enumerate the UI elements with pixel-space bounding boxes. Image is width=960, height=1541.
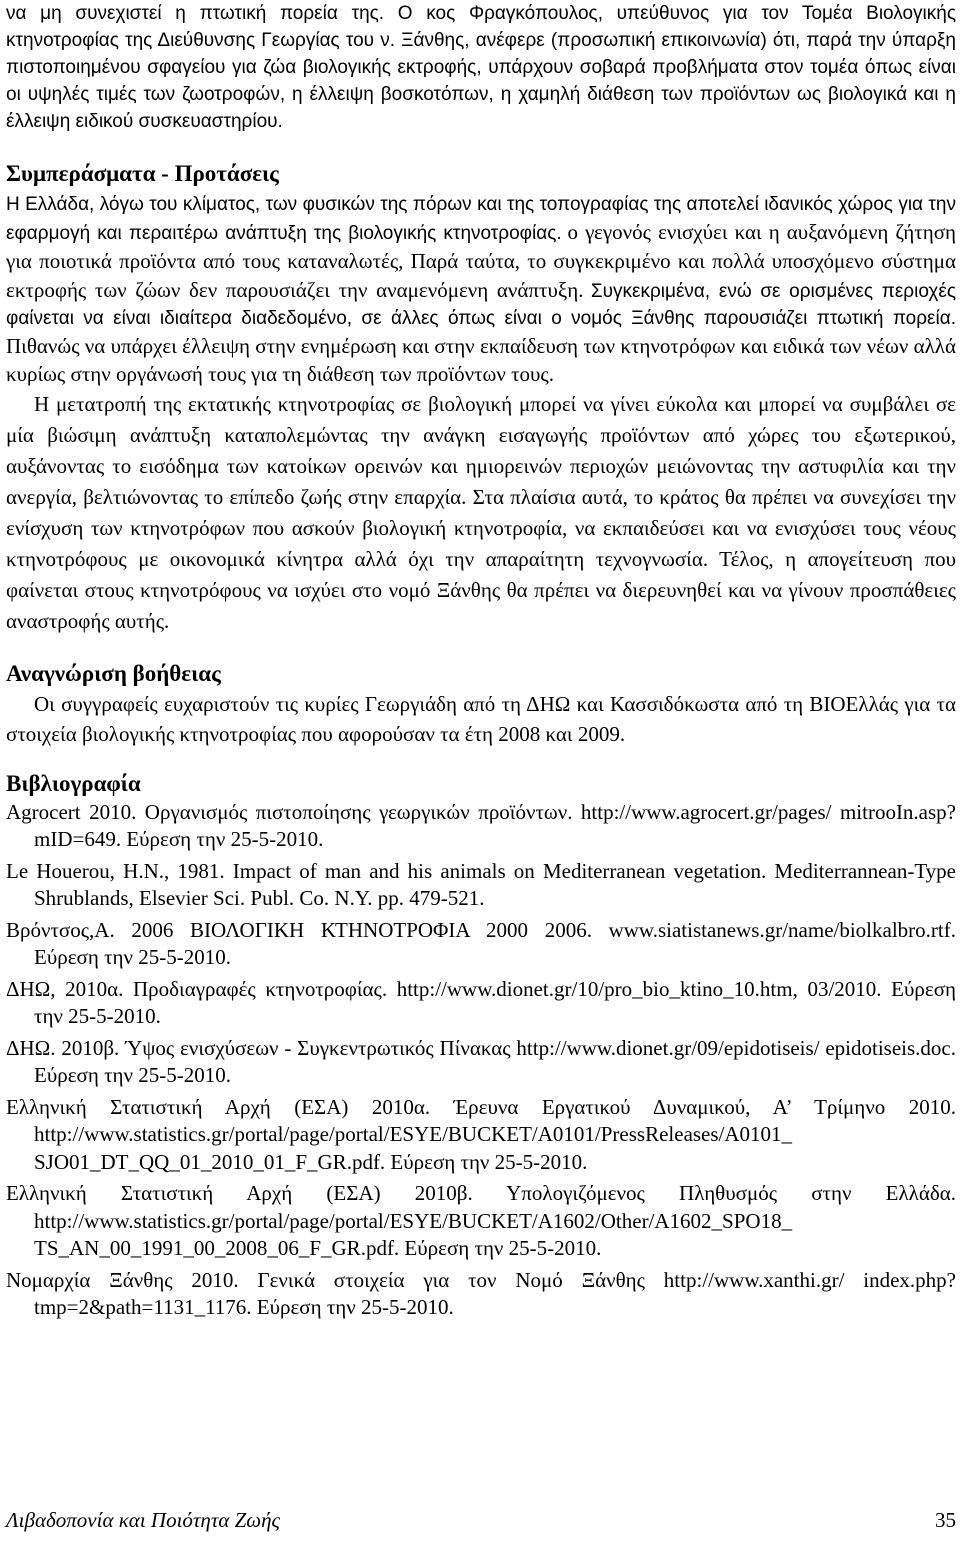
reference-item: Agrocert 2010. Οργανισμός πιστοποίησης γεωργικών προϊόντων. http://www.agrocert.gr/pages/ mitrooIn.asp?mID=649. Εύρεση την 25-5-2010.: [6, 799, 956, 851]
reference-item: ΔΗΩ, 2010α. Προδιαγραφές κτηνοτροφίας. http://www.dionet.gr/10/pro_bio_ktino_10.htm, 03/2010. Εύρεση την 25-5-2010.: [6, 976, 956, 1028]
page-footer: [6, 1508, 956, 1533]
journal-title: Λιβαδοπονία και Ποιότητα Ζωής: [6, 1508, 281, 1532]
reference-list: [6, 799, 956, 1322]
reference-item: Νομαρχία Ξάνθης 2010. Γενικά στοιχεία για τον Νομό Ξάνθης http://www.xanthi.gr/ index.php?tmp=2&path=1131_1176. Εύρεση την 25-5-2010.: [6, 1267, 956, 1319]
reference-item: Ελληνική Στατιστική Αρχή (ΕΣΑ) 2010α. Έρευνα Εργατικού Δυναμικού, Α’ Τρίμηνο 2010. http://www.statistics.gr/portal/page/portal/ESYE/BUCKET/A0101/PressReleases/A0101_ SJO01_DT_QQ_01_2010_01_F_GR.pdf. Εύρεση την 25-5-2010.: [6, 1094, 956, 1174]
conclusions-text-serif-2: Πιθανώς να υπάρχει έλλειψη στην ενημέρωση και στην εκπαίδευση των κτηνοτρόφων και ειδικά των νέων αλλά κυρίως στην οργάνωσή τους για τη διάθεση των προϊόντων τους.: [6, 333, 956, 386]
reference-item: ΔΗΩ. 2010β. Ύψος ενισχύσεων - Συγκεντρωτικός Πίνακας http://www.dionet.gr/09/epidotiseis/ epidotiseis.doc. Εύρεση την 25-5-2010.: [6, 1035, 956, 1087]
page-number: 35: [935, 1508, 956, 1532]
intro-paragraph: να μη συνεχιστεί η πτωτική πορεία της. Ο κος Φραγκόπουλος, υπεύθυνος για τον Τομέα Βιολογικής κτηνοτροφίας της Διεύθυνσης Γεωργίας του ν. Ξάνθης, ανέφερε (προσωπική επικοινωνία) ότι, παρά την ύπαρξη πιστοποιημένου σφαγείου για ζώα βιολογικής εκτροφής, υπάρχουν σοβαρά προβλήματα στον τομέα όπως είναι οι υψηλές τιμές των ζωοτροφών, η έλλειψη βοσκοτόπων, η χαμηλή διάθεση των προϊόντων ως βιολογικά και η έλλειψη ειδικού συσκευαστηρίου.: [6, 3, 956, 132]
acknowledgement-paragraph: Οι συγγραφείς ευχαριστούν τις κυρίες Γεωργιάδη από τη ΔΗΩ και Κασσιδόκωστα από τη ΒΙΟΕλλάς για τα στοιχεία βιολογικής κτηνοτροφίας που αφορούσαν τα έτη 2008 και 2009.: [6, 691, 956, 746]
document-page: [6, 0, 956, 1326]
conclusions-text-sans-1: Η Ελλάδα, λόγω του κλίματος, των φυσικών της πόρων και της τοπογραφίας της αποτελεί ιδανικός χώρος για την εφαρμογή και περαιτέρω ανάπτυξη της βιολογικής κτηνοτροφίας.: [6, 194, 956, 244]
conclusions-text-sans-2: Συγκεκριμένα, ενώ σε ορισμένες περιοχές φαίνεται να είναι ιδιαίτερα διαδεδομένο, σε άλλες όπως είναι ο νομός Ξάνθης παρουσιάζει πτωτική πορεία.: [6, 280, 956, 329]
reference-item: Βρόντσος,Α. 2006 ΒΙΟΛΟΓΙΚΗ ΚΤΗΝΟΤΡΟΦΙΑ 2000 2006. www.siatistanews.gr/name/biolkalbro.rtf. Εύρεση την 25-5-2010.: [6, 917, 956, 969]
acknowledgement-heading: Αναγνώριση βοήθειας: [6, 660, 221, 686]
conclusions-text-serif-1: ο γεγονός ενισχύει και η αυξανόμενη ζήτηση για ποιοτικά προϊόντα από τους καταναλωτές, Παρά ταύτα, το συγκεκριμένο και πολλά υποσχόμενο σύστημα εκτροφής των ζώων δεν παρουσιάζει την αναμενόμενη ανάπτυξη.: [6, 220, 957, 302]
conclusions-heading: Συμπεράσματα - Προτάσεις: [6, 161, 279, 186]
reference-item: Le Houerou, H.N., 1981. Impact of man and his animals on Mediterranean vegetation. Mediterrannean-Type Shrublands, Elsevier Sci. Publ. Co. N.Y. pp. 479-521.: [6, 858, 956, 910]
bibliography-heading: Βιβλιογραφία: [6, 770, 141, 796]
reference-item: Ελληνική Στατιστική Αρχή (ΕΣΑ) 2010β. Υπολογιζόμενος Πληθυσμός στην Ελλάδα. http://www.statistics.gr/portal/page/portal/ESYE/BUCKET/A1602/Other/A1602_SPO18_ TS_AN_00_1991_00_2008_06_F_GR.pdf. Εύρεση την 25-5-2010.: [6, 1181, 956, 1260]
conclusions-paragraph-1: [6, 191, 956, 389]
conclusions-paragraph-2: Η μετατροπή της εκτατικής κτηνοτροφίας σε βιολογική μπορεί να γίνει εύκολα και μπορεί να συμβάλει σε μία βιώσιμη ανάπτυξη καταπολεμώντας την ανάγκη εισαγωγής προϊόντων από χώρες του εξωτερικού, αυξάνοντας το εισόδημα των κατοίκων ορεινών και ημιορεινών περιοχών μειώνοντας την αστυφιλία και την ανεργία, βελτιώνοντας το επίπεδο ζωής στην επαρχία. Στα πλαίσια αυτά, το κράτος θα πρέπει να συνεχίσει την ενίσχυση των κτηνοτρόφων που ασκούν βιολογική κτηνοτροφία, να εκπαιδεύσει και να ενισχύσει τους νέους κτηνοτρόφους με οικονομικά κίνητρα αλλά όχι την απαραίτητη τεχνογνωσία. Τέλος, η απογείτευση που φαίνεται στους κτηνοτρόφους να ισχύει στο νομό Ξάνθης θα πρέπει να διερευνηθεί και να γίνουν προσπάθειες αναστροφής αυτής.: [6, 391, 956, 633]
